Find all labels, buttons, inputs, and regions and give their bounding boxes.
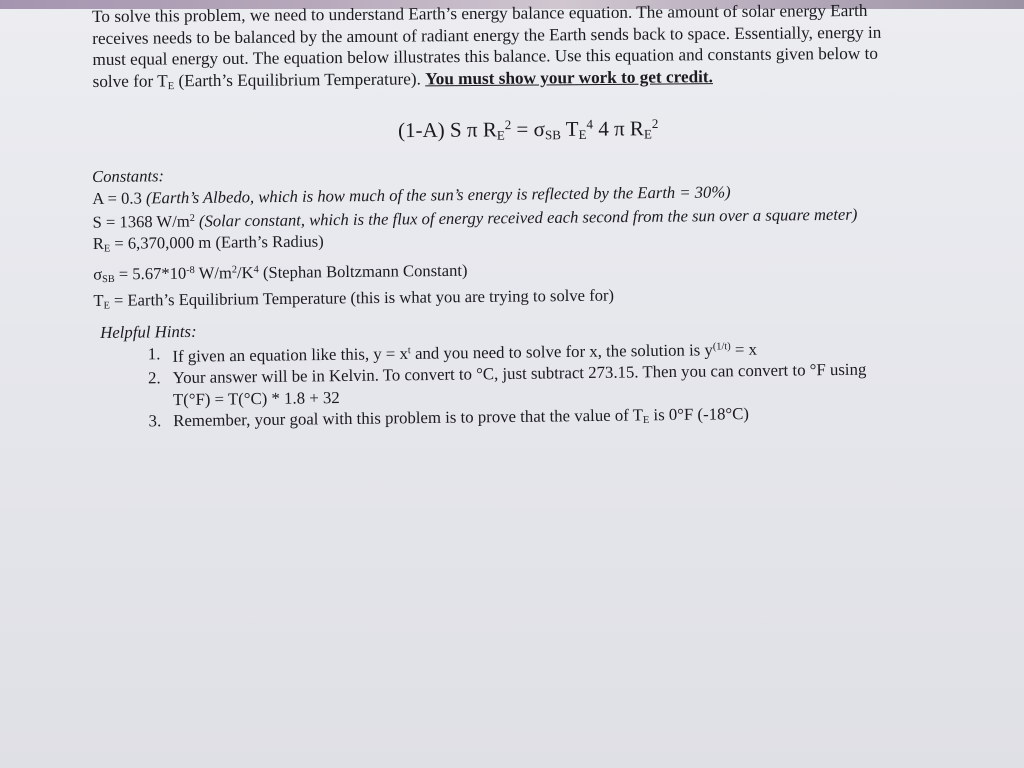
hints-section bbox=[100, 311, 981, 438]
intro-paragraph bbox=[92, 0, 963, 98]
constants-heading: Constants: bbox=[92, 166, 165, 186]
intro-line: must equal energy out. The equation below illustrates this balance. Use this equation and constants given below to bbox=[92, 43, 879, 69]
intro-line: receives needs to be balanced by the amount of radiant energy the Earth sends back to space. Essentially, energy in bbox=[92, 22, 882, 48]
constant-radius: $R_E = 6,370,000$ m (Earth’s Radius) bbox=[92, 232, 324, 255]
hints-heading: Helpful Hints: bbox=[100, 321, 197, 342]
hint-text: If given an equation like this, $y = x^t$ and you need to solve for x, the solution is $y^{(1/t)} = x$ bbox=[172, 339, 758, 366]
hint-number: 2. bbox=[147, 368, 161, 388]
hint-continuation: T(°F) = T(°C) * 1.8 + 32 bbox=[172, 387, 340, 409]
constant-albedo: A = 0.3 (Earth’s Albedo, which is how much of the sun’s energy is reflected by the Earth = 30%) bbox=[92, 181, 731, 208]
energy-balance-equation: (1-A) S π $R_E^2 = \sigma_{SB}$ $T_E^4$ 4 π $R_E^2$ bbox=[398, 115, 659, 143]
constant-temperature: $T_E$ = Earth’s Equilibrium Temperature (this is what you are trying to solve for) bbox=[93, 285, 615, 312]
hint-text: Your answer will be in Kelvin. To convert to °C, just subtract 273.15. Then you can convert to °F using bbox=[172, 359, 867, 388]
hint-text: Remember, your goal with this problem is to prove that the value of $T_E$ is 0°F (-18°C) bbox=[173, 404, 750, 431]
constants-section bbox=[92, 157, 974, 318]
constant-sigma: $\sigma_{SB} = 5.67*10^{-8}$ $W/m^2/K^4$ (Stephan Boltzmann Constant) bbox=[93, 260, 468, 285]
hint-number: 1. bbox=[147, 343, 161, 364]
intro-line-last: solve for $T_E$ (Earth’s Equilibrium Temperature). You must show your work to get credit. bbox=[92, 66, 713, 92]
constant-solar: S = 1368 $W/m^2$ (Solar constant, which is the flux of energy received each second from the sun over a square meter) bbox=[92, 204, 858, 232]
credit-note: You must show your work to get credit. bbox=[425, 66, 713, 88]
hint-number: 3. bbox=[148, 411, 162, 431]
intro-line: To solve this problem, we need to understand Earth’s energy balance equation. The amount of solar energy Earth bbox=[92, 0, 868, 26]
